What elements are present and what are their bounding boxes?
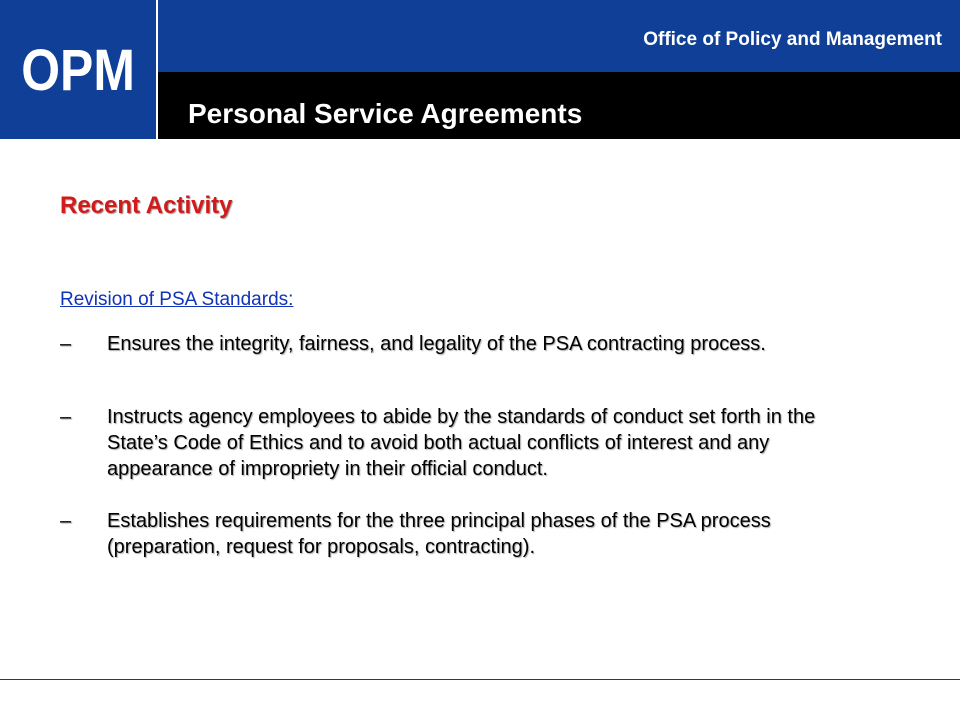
bullet-text: Instructs agency employees to abide by the standards of conduct set forth in the State’s Code of Ethics and to avoid both actual conflicts of interest and any appearance of impropriety in their official conduct. [107,406,816,480]
page-title: Personal Service Agreements [188,98,583,129]
section-heading: Recent Activity [60,192,233,219]
header-title-band [158,72,960,139]
bullet-item [60,404,860,482]
bullet-text: Ensures the integrity, fairness, and legality of the PSA contracting process. [107,333,766,355]
bullet-item [60,508,860,560]
logo-box [0,0,158,139]
agency-name: Office of Policy and Management [643,29,942,50]
subsection-heading: Revision of PSA Standards: [60,289,294,310]
opm-logo: OPM [21,38,135,103]
bullet-dash: – [60,406,72,428]
header-top-band [158,0,960,72]
bullet-dash: – [60,333,72,355]
bullet-dash: – [60,510,72,532]
footer-divider [0,679,960,680]
bullet-text: Establishes requirements for the three principal phases of the PSA process (preparation, request for proposals, contracting). [107,510,771,558]
bullet-item [60,331,860,357]
